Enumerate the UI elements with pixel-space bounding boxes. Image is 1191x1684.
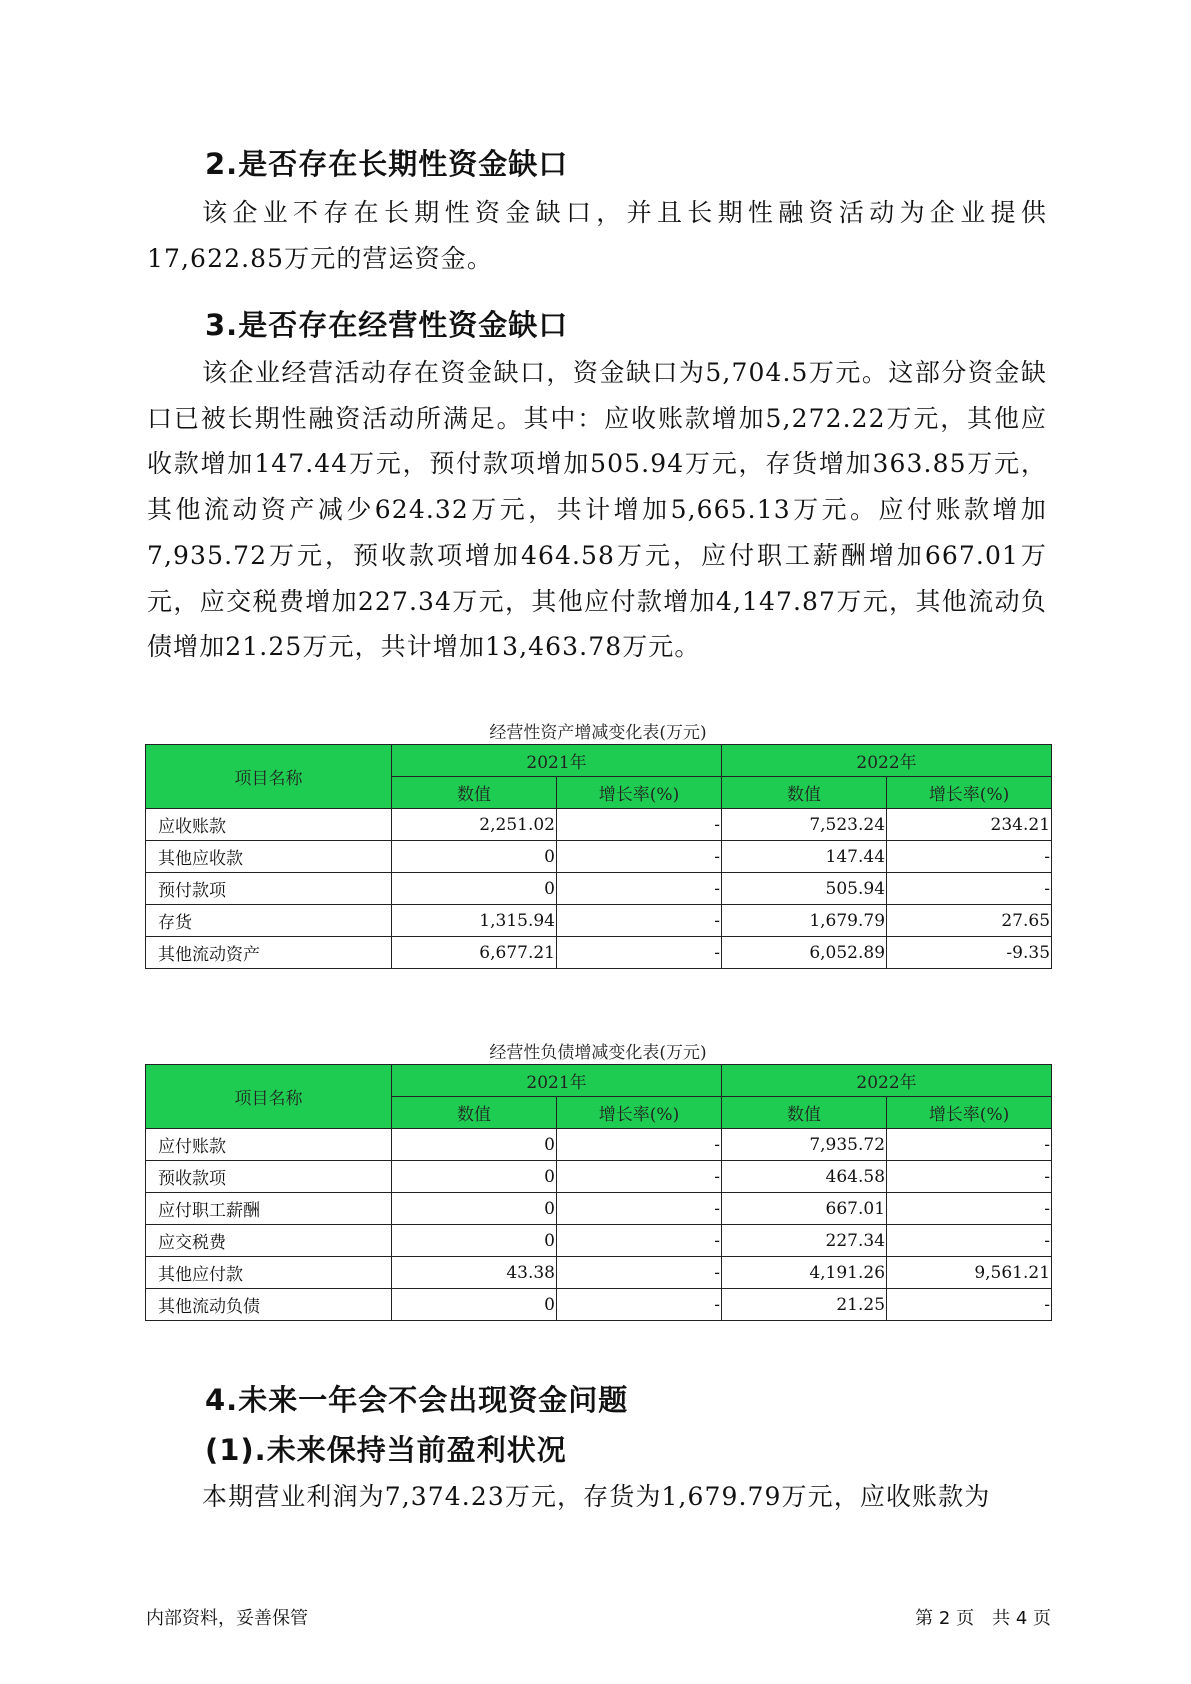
header-year-2021: 2021年 (392, 745, 722, 777)
header-rate-2022: 增长率(%) (887, 1097, 1052, 1129)
header-rate-2021: 增长率(%) (557, 777, 722, 809)
section-paragraph-3: 该企业经营活动存在资金缺口，资金缺口为5,704.5万元。这部分资金缺口已被长期性融资活动所满足。其中：应收账款增加5,272.22万元，其他应收款增加147.44万元，预付款项增加505.94万元，存货增加363.85万元，其他流动资产减少624.32万元，共计增加5,665.13万元。应付账款增加7,935.72万元，预收款项增加464.58万元，应付职工薪酬增加667.01万元，应交税费增加227.34万元，其他应付款增加4,147.87万元，其他流动负债增加21.25万元，共计增加13,463.78万元。 (147, 358, 1047, 662)
section-subheading-4-1: (1).未来保持当前盈利状况 (205, 1433, 567, 1467)
value-2021: 0 (392, 873, 557, 905)
row-name: 预收款项 (146, 1161, 392, 1193)
table-caption-assets: 经营性资产增减变化表(万元) (489, 723, 707, 743)
header-year-2022: 2022年 (722, 1065, 1052, 1097)
value-2021: 0 (392, 1161, 557, 1193)
value-2021: 1,315.94 (392, 905, 557, 937)
row-name: 其他流动资产 (146, 937, 392, 969)
header-year-2021: 2021年 (392, 1065, 722, 1097)
row-name: 应交税费 (146, 1225, 392, 1257)
header-year-2022: 2022年 (722, 745, 1052, 777)
value-2021: 0 (392, 1193, 557, 1225)
row-name: 其他应付款 (146, 1257, 392, 1289)
value-2021: 0 (392, 841, 557, 873)
section-heading-3: 3.是否存在经营性资金缺口 (205, 308, 569, 342)
page-total: 4 (1015, 1608, 1028, 1629)
row-name: 应收账款 (146, 809, 392, 841)
page-suffix: 页 (1033, 1608, 1051, 1629)
value-2022: 4,191.26 (722, 1257, 887, 1289)
section-heading-4: 4.未来一年会不会出现资金问题 (205, 1383, 629, 1417)
rate-2022: 234.21 (887, 809, 1052, 841)
row-name: 应付账款 (146, 1129, 392, 1161)
rate-2021: - (557, 1161, 722, 1193)
rate-2021: - (557, 1257, 722, 1289)
assets-table (145, 744, 1052, 969)
footer-confidential-note: 内部资料，妥善保管 (146, 1608, 308, 1629)
section-heading-2: 2.是否存在长期性资金缺口 (205, 147, 569, 181)
rate-2022: - (887, 873, 1052, 905)
liabilities-table (145, 1064, 1052, 1321)
header-rate-2022: 增长率(%) (887, 777, 1052, 809)
row-name: 其他应收款 (146, 841, 392, 873)
table-row (146, 1161, 1052, 1193)
rate-2021: - (557, 873, 722, 905)
table-row (146, 1257, 1052, 1289)
rate-2022: -9.35 (887, 937, 1052, 969)
page-prefix: 第 (915, 1608, 934, 1629)
rate-2022: - (887, 1225, 1052, 1257)
value-2021: 0 (392, 1289, 557, 1321)
value-2022: 227.34 (722, 1225, 887, 1257)
table-row (146, 841, 1052, 873)
value-2021: 43.38 (392, 1257, 557, 1289)
row-name: 应付职工薪酬 (146, 1193, 392, 1225)
value-2022: 21.25 (722, 1289, 887, 1321)
value-2021: 0 (392, 1129, 557, 1161)
rate-2022: 27.65 (887, 905, 1052, 937)
value-2022: 6,052.89 (722, 937, 887, 969)
rate-2021: - (557, 1193, 722, 1225)
table-row (146, 873, 1052, 905)
rate-2022: - (887, 841, 1052, 873)
row-name: 存货 (146, 905, 392, 937)
rate-2021: - (557, 1225, 722, 1257)
table-caption-liabilities: 经营性负债增减变化表(万元) (489, 1043, 707, 1063)
value-2021: 2,251.02 (392, 809, 557, 841)
table-row (146, 905, 1052, 937)
header-value-2022: 数值 (722, 1097, 887, 1129)
header-rate-2021: 增长率(%) (557, 1097, 722, 1129)
rate-2021: - (557, 809, 722, 841)
value-2022: 464.58 (722, 1161, 887, 1193)
header-item-name: 项目名称 (146, 1065, 392, 1129)
rate-2022: - (887, 1289, 1052, 1321)
rate-2022: - (887, 1161, 1052, 1193)
rate-2022: - (887, 1193, 1052, 1225)
rate-2021: - (557, 1129, 722, 1161)
table-row (146, 937, 1052, 969)
value-2022: 505.94 (722, 873, 887, 905)
value-2021: 0 (392, 1225, 557, 1257)
header-value-2022: 数值 (722, 777, 887, 809)
header-item-name: 项目名称 (146, 745, 392, 809)
row-name: 其他流动负债 (146, 1289, 392, 1321)
rate-2021: - (557, 905, 722, 937)
value-2022: 7,935.72 (722, 1129, 887, 1161)
table-row (146, 1193, 1052, 1225)
page-mid: 页 共 (956, 1608, 1011, 1629)
value-2022: 7,523.24 (722, 809, 887, 841)
section-paragraph-2: 该企业不存在长期性资金缺口，并且长期性融资活动为企业提供17,622.85万元的营运资金。 (147, 198, 1047, 273)
table-row (146, 809, 1052, 841)
value-2022: 667.01 (722, 1193, 887, 1225)
value-2022: 1,679.79 (722, 905, 887, 937)
section-paragraph-4-1: 本期营业利润为7,374.23万元，存货为1,679.79万元，应收账款为 (202, 1482, 991, 1511)
page-current: 2 (938, 1608, 951, 1629)
table-row (146, 1225, 1052, 1257)
rate-2022: 9,561.21 (887, 1257, 1052, 1289)
rate-2022: - (887, 1129, 1052, 1161)
rate-2021: - (557, 841, 722, 873)
rate-2021: - (557, 937, 722, 969)
value-2021: 6,677.21 (392, 937, 557, 969)
header-value-2021: 数值 (392, 777, 557, 809)
header-value-2021: 数值 (392, 1097, 557, 1129)
table-row (146, 1129, 1052, 1161)
footer-page-number (915, 1604, 1051, 1630)
table-row (146, 1289, 1052, 1321)
row-name: 预付款项 (146, 873, 392, 905)
rate-2021: - (557, 1289, 722, 1321)
value-2022: 147.44 (722, 841, 887, 873)
